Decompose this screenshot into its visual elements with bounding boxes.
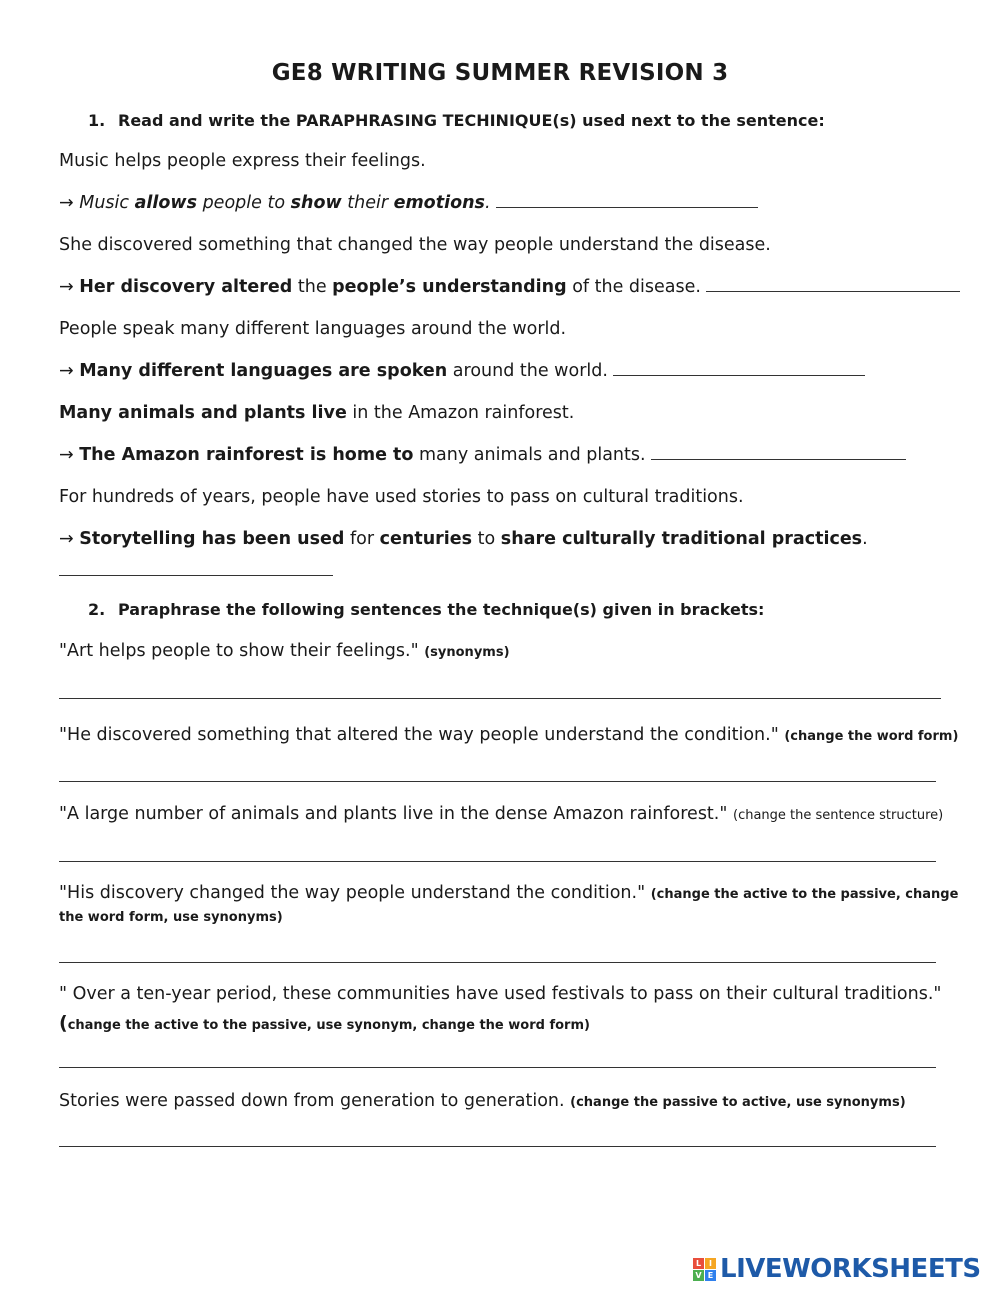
q1-paraphrase-3 [59, 360, 865, 382]
text-run: of the disease. [566, 277, 701, 297]
sentence-text: "His discovery changed the way people understand the condition." [59, 883, 646, 903]
question-number: 1. [88, 111, 106, 130]
paraphrase-text [59, 193, 491, 213]
text-run: Music [79, 193, 135, 213]
logo-letter: I [705, 1258, 716, 1269]
text-run: people to [197, 193, 291, 213]
text-run: to [472, 529, 501, 549]
logo-letter: V [693, 1270, 704, 1281]
text-run: in the Amazon rainforest. [346, 403, 575, 423]
text-run: centuries [379, 529, 473, 549]
text-run: people’s understanding [332, 277, 567, 297]
answer-blank[interactable] [706, 277, 960, 292]
paraphrase-text [59, 529, 868, 549]
paraphrase-text [59, 277, 701, 297]
text-run: → [59, 445, 80, 465]
text-run: Many animals and plants live [59, 403, 347, 423]
q1-paraphrase-4 [59, 444, 906, 466]
text-run: emotions [393, 193, 485, 213]
sentence-text: "Art helps people to show their feelings." [59, 641, 419, 661]
question-1-heading [88, 111, 825, 130]
sentence-text: Stories were passed down from generation to generation. [59, 1091, 565, 1111]
text-run: → [59, 361, 80, 381]
text-run: for [344, 529, 380, 549]
text-run: Many different languages are spoken [79, 361, 448, 381]
technique-hint-continued: the word form, use synonyms) [59, 910, 283, 925]
logo-text: LIVEWORKSHEETS [720, 1254, 981, 1284]
q1-original-4 [59, 402, 574, 424]
text-run: Storytelling has been used [79, 529, 345, 549]
answer-blank[interactable] [651, 445, 906, 460]
paraphrase-text [59, 361, 608, 381]
sentence-text: "He discovered something that altered the way people understand the condition." [59, 725, 779, 745]
technique-hint: (change the word form) [784, 729, 959, 744]
q2-sentence-6 [59, 1090, 906, 1114]
q2-sentence-5: " Over a ten-year period, these communities have used festivals to pass on their cultural traditions." [59, 984, 942, 1004]
q1-original-5: For hundreds of years, people have used stories to pass on cultural traditions. [59, 487, 744, 507]
q1-original-2: She discovered something that changed the way people understand the disease. [59, 235, 771, 255]
text-run: show [290, 193, 342, 213]
q1-original-1: Music helps people express their feelings. [59, 151, 426, 171]
question-number: 2. [88, 600, 106, 619]
text-run: → [59, 529, 80, 549]
text-run: . [484, 193, 491, 213]
paraphrase-text [59, 445, 646, 465]
logo-mark-icon [693, 1258, 716, 1281]
q1-paraphrase-2 [59, 276, 960, 298]
q1-paraphrase-1 [59, 192, 758, 214]
text-run: . [862, 529, 868, 549]
q1-paraphrase-5 [59, 528, 868, 550]
answer-line[interactable] [59, 1146, 936, 1147]
answer-line[interactable] [59, 781, 936, 782]
text-run: Her discovery altered [79, 277, 293, 297]
question-text: Paraphrase the following sentences the technique(s) given in brackets: [118, 600, 765, 619]
technique-hint-continued [59, 1012, 590, 1034]
q2-sentence-3 [59, 803, 943, 827]
text-run: their [341, 193, 394, 213]
text-run: → [59, 193, 80, 213]
text-run: → [59, 277, 80, 297]
technique-hint: (change the passive to active, use synonyms) [570, 1095, 906, 1110]
technique-hint: change the active to the passive, use synonym, change the word form) [67, 1018, 590, 1033]
answer-line[interactable] [59, 861, 936, 862]
technique-hint: (change the sentence structure) [733, 808, 944, 823]
text-run: many animals and plants. [413, 445, 646, 465]
question-2-heading [88, 600, 764, 619]
text-run: the [292, 277, 333, 297]
sentence-text: "A large number of animals and plants live in the dense Amazon rainforest." [59, 804, 728, 824]
text-run: The Amazon rainforest is home to [79, 445, 414, 465]
technique-hint: (synonyms) [424, 645, 510, 660]
text-run: share culturally traditional practices [500, 529, 863, 549]
q1-original-3: People speak many different languages around the world. [59, 319, 567, 339]
hint-open-paren: ( [59, 1012, 68, 1034]
q2-sentence-4 [59, 882, 958, 906]
answer-line[interactable] [59, 1067, 936, 1068]
answer-line[interactable] [59, 698, 941, 699]
answer-blank[interactable] [613, 361, 865, 376]
answer-blank[interactable] [59, 575, 333, 576]
answer-line[interactable] [59, 962, 936, 963]
original-text [59, 403, 574, 423]
question-text: Read and write the PARAPHRASING TECHINIQUE(s) used next to the sentence: [118, 111, 825, 130]
technique-hint: (change the active to the passive, change [650, 887, 959, 902]
answer-blank[interactable] [496, 193, 758, 208]
q2-sentence-1 [59, 640, 510, 664]
text-run: allows [134, 193, 198, 213]
logo-letter: L [693, 1258, 704, 1269]
q2-sentence-2 [59, 724, 958, 748]
page-title: GE8 WRITING SUMMER REVISION 3 [271, 60, 729, 86]
liveworksheets-logo [693, 1254, 981, 1284]
text-run: around the world. [447, 361, 608, 381]
logo-letter: E [705, 1270, 716, 1281]
